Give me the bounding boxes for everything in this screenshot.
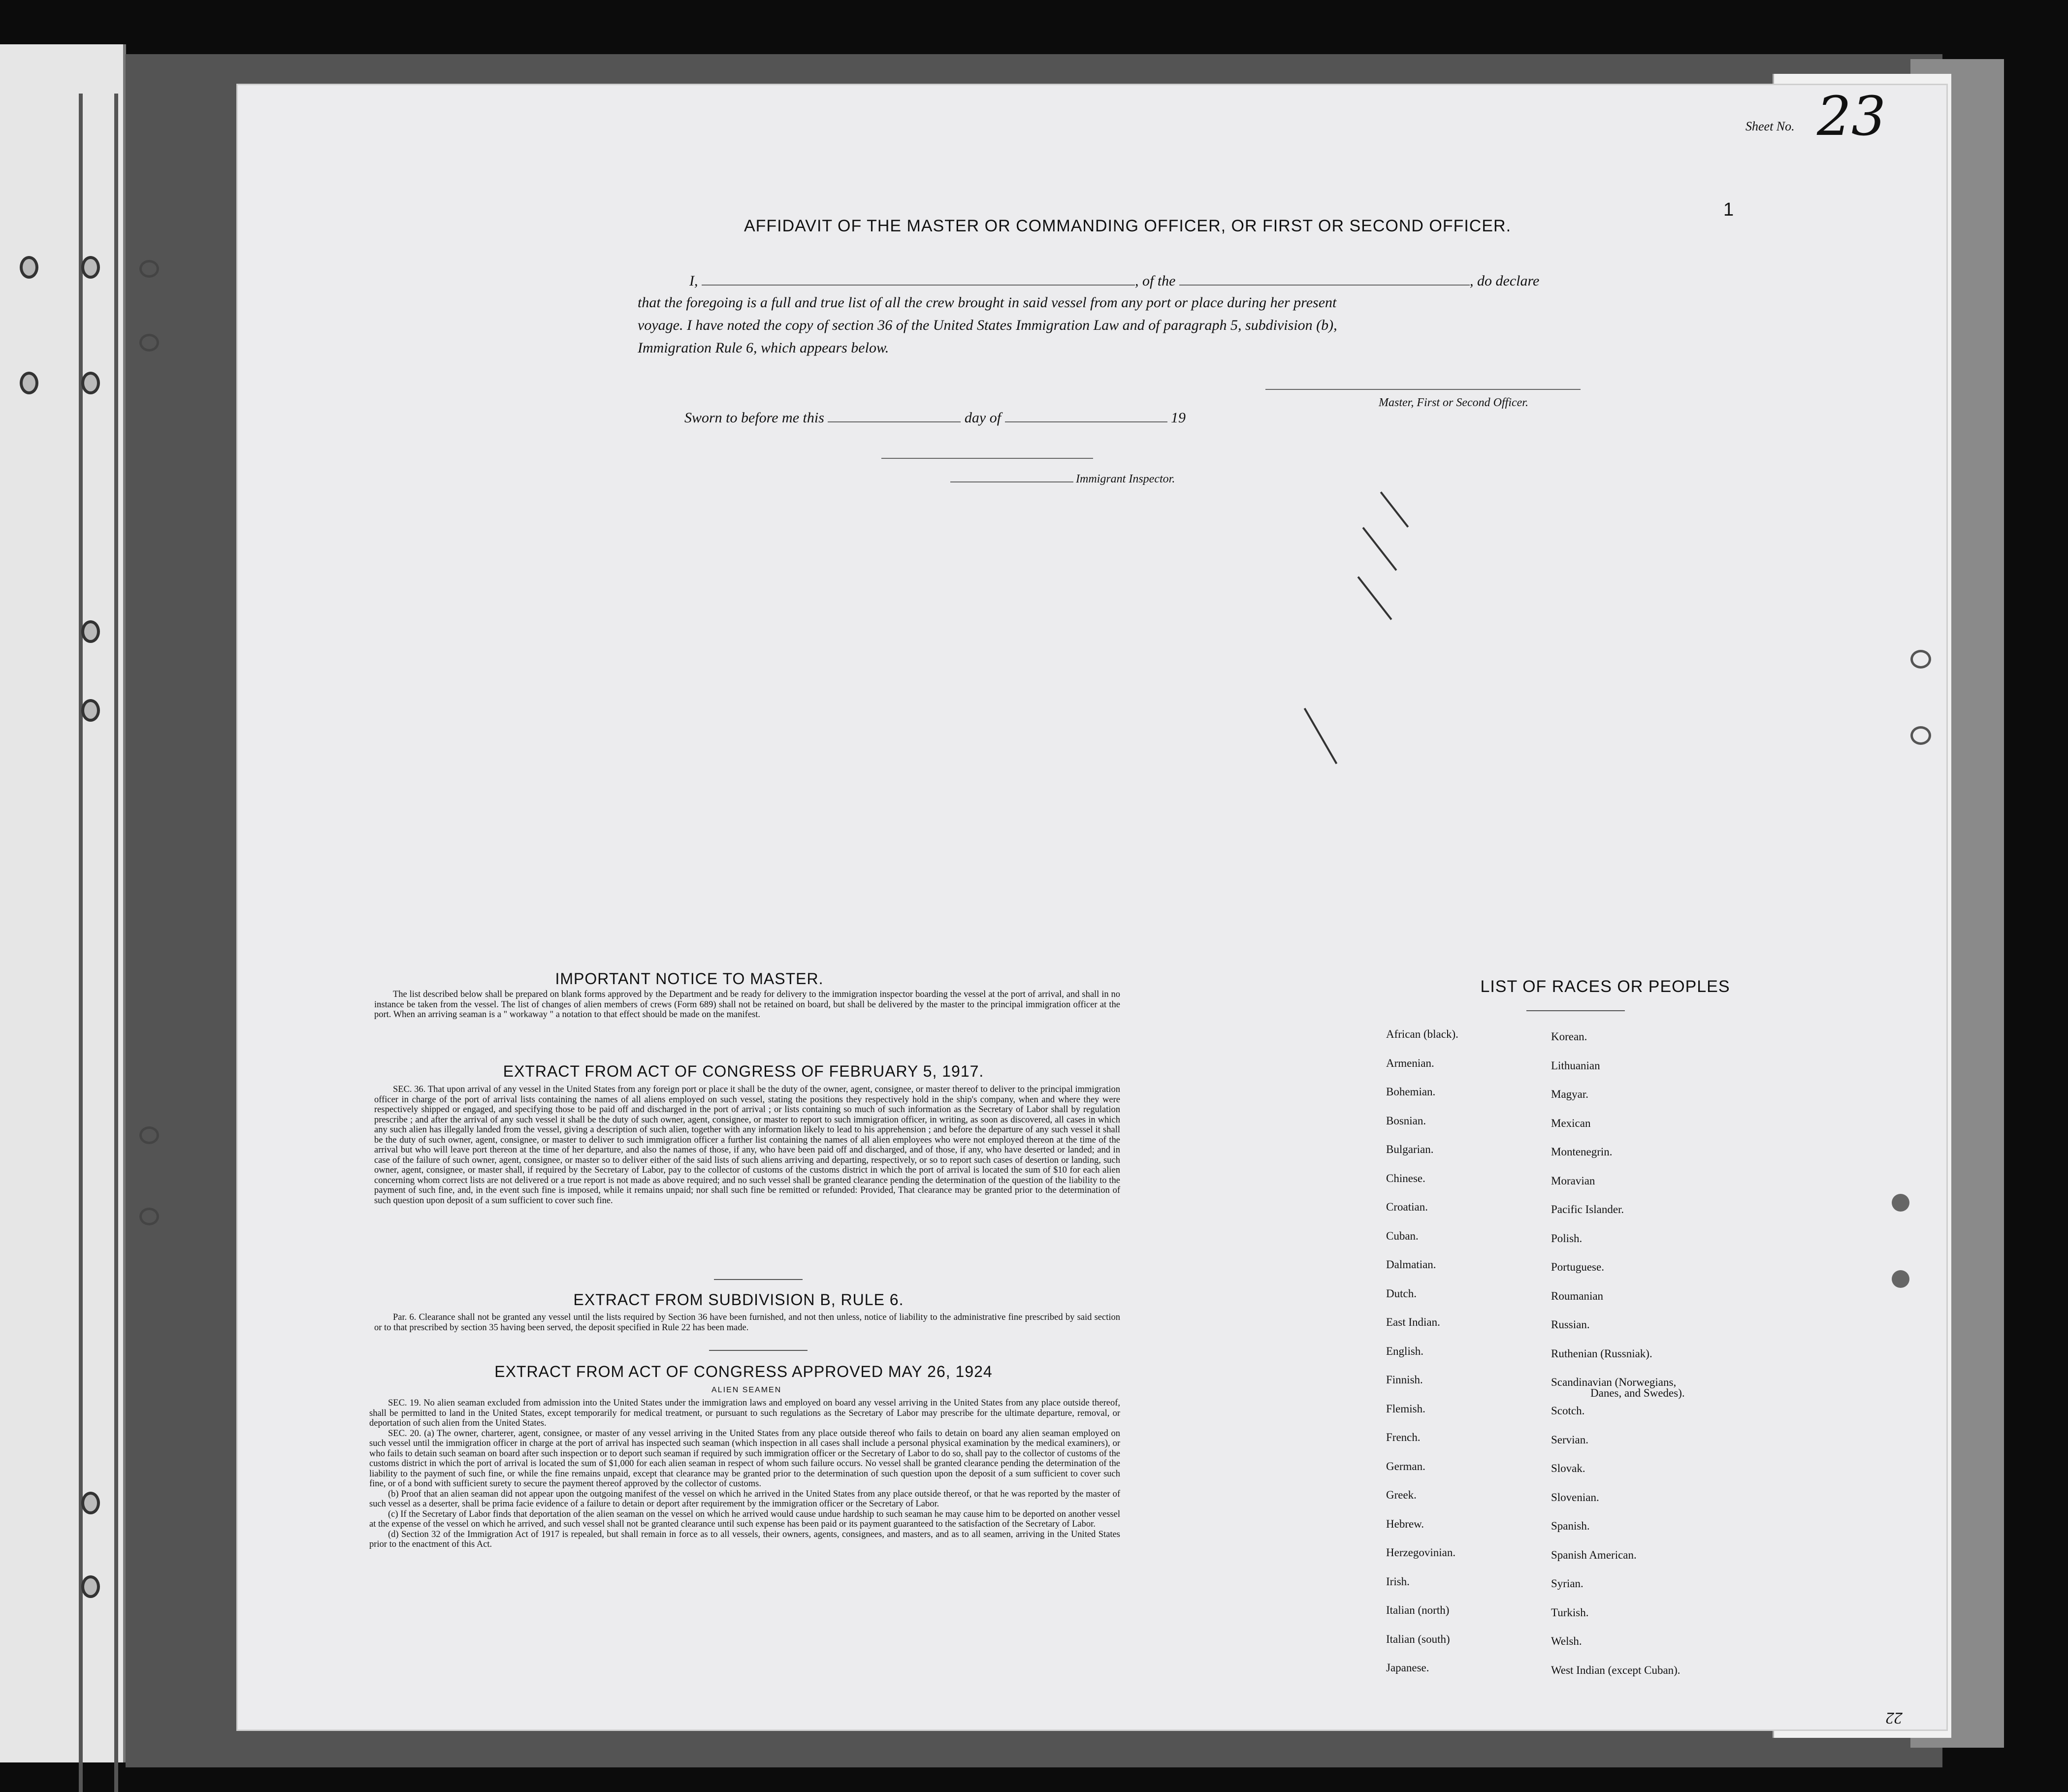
race-item: Dutch.	[1386, 1287, 1417, 1300]
race-item: Hebrew.	[1386, 1517, 1424, 1530]
race-item: Herzegovinian.	[1386, 1546, 1456, 1559]
rivet	[1892, 1194, 1909, 1212]
race-item: Croatian.	[1386, 1201, 1428, 1213]
race-item: Flemish.	[1386, 1402, 1425, 1415]
race-item: Polish.	[1551, 1232, 1583, 1245]
race-item: Bulgarian.	[1386, 1143, 1434, 1155]
rivet	[1892, 1270, 1909, 1288]
sec20a-paragraph: SEC. 20. (a) The owner, charterer, agent, consignee, or master of any vessel arriving in the United States from any place outside thereof who fails to detain on board any alien seaman employed on such vessel until the immigration officer in charge at the port of arrival has inspected such seaman (which inspection in all cases shall include a personal physical examination by the medical examiners), or who fails to detain such seaman on board after such inspection or to deport such seaman if required by such immigration officer or the Secretary of Labor to do so, shall pay to the collector of customs of the customs district in which the port of arrival is located the sum of $1,000 for each alien seaman in respect of whom such failure occurs. No vessel shall be granted clearance pending the determination of the liability to the payment of such fine, or while the fine remains unpaid, except that clearance may be granted prior to the determination of such question upon the deposit of a sum sufficient to cover such fine, or of a bond with sufficient surety to secure the payment thereof approved by the collector of customs.	[369, 1428, 1120, 1489]
alien-seamen-subtitle: ALIEN SEAMEN	[711, 1386, 782, 1394]
race-item: Mexican	[1551, 1117, 1591, 1129]
binder-ring-hole	[81, 1575, 100, 1598]
race-item: Ruthenian (Russniak).	[1551, 1347, 1652, 1360]
race-item: Russian.	[1551, 1318, 1590, 1331]
day-of-label: day of	[964, 410, 1002, 426]
race-item: Cuban.	[1386, 1229, 1419, 1242]
inspector-caption-rule	[950, 481, 1073, 482]
race-item: Slovak.	[1551, 1462, 1585, 1474]
race-item: Spanish American.	[1551, 1548, 1637, 1561]
affidavit-do-declare: , do declare	[1470, 273, 1540, 289]
race-item: Danes, and Swedes).	[1590, 1387, 1685, 1399]
sec19-paragraph: SEC. 19. No alien seaman excluded from admission into the United States under the immigration laws and employed on board any vessel arriving in the United States from any place outside thereof, shall be permitted to land in the United States, except temporarily for medical treatment, or pursuant to such regulations as the Secretary of Labor may prescribe for the ultimate departure, removal, or deportation of such alien from the United States.	[369, 1398, 1120, 1428]
race-item: Italian (south)	[1386, 1632, 1450, 1645]
race-item: Welsh.	[1551, 1635, 1582, 1647]
master-caption: Master, First or Second Officer.	[1379, 396, 1528, 409]
binder-ring-hole	[81, 699, 100, 722]
race-item: Bohemian.	[1386, 1086, 1436, 1098]
race-item: Montenegrin.	[1551, 1146, 1613, 1158]
race-item: Italian (north)	[1386, 1604, 1450, 1616]
race-item: Magyar.	[1551, 1088, 1589, 1100]
section-divider	[709, 1350, 808, 1351]
year-prefix: 19	[1171, 410, 1186, 426]
binder-edge	[79, 94, 83, 1792]
affidavit-line-2: that the foregoing is a full and true list of all the crew brought in said vessel from any port or place during her present	[638, 294, 1337, 311]
notice-text	[374, 990, 1120, 1020]
race-item: German.	[1386, 1460, 1425, 1472]
corner-page-number: 22	[1886, 1709, 1903, 1727]
race-item: French.	[1386, 1431, 1421, 1443]
sheet-number-label: Sheet No.	[1745, 119, 1795, 133]
race-item: Lithuanian	[1551, 1059, 1600, 1072]
extract-1917-text	[374, 1085, 1120, 1206]
section-36-paragraph: SEC. 36. That upon arrival of any vessel in the United States from any foreign port or place it shall be the duty of the owner, agent, consignee, or master thereof to deliver to the principal immigration officer in charge of the port of arrival lists containing the names of all aliens employed on such vessel, stating the positions they respectively hold in the ship's company, when and where they were respectively shipped or engaged, and specifying those to be paid off and discharged in the port of arrival ; or lists containing so much of such information as the Secretary of Labor shall by regulation prescribe ; and after the arrival of any such vessel it shall be the duty of such owner, agent, consignee, or master to report to such immigration officer, in writing, as soon as discovered, all cases in which any such alien has illegally landed from the vessel, giving a description of such alien, together with any information likely to lead to his apprehension ; and before the departure of any such vessel it shall be the duty of such owner, agent, consignee, or master to deliver to such immigration officer a further list containing the names of all alien employees who were not employed thereon at the time of the arrival but who will leave port thereon at the time of her departure, and also the names of those, if any, who have been paid off and discharged, and of those, if any, who have deserted or landed; and in case of the failure of such owner, agent, consignee, or master so to deliver either of the said lists of such aliens arriving and departing, respectively, or so to report such cases of desertion or landing, such owner, agent, consignee, or master shall, if required by the Secretary of Labor, pay to the collector of customs of the customs district in which the port of arrival is located the sum of $10 for each alien concerning whom correct lists are not delivered or a true report is not made as above required; and no such vessel shall be granted clearance pending the determination of the question of the liability to the payment of such fine, and, in the event such fine is imposed, while it remains unpaid; nor shall such fine be remitted or refunded: Provided, That clearance may be granted prior to the determination of such question upon deposit of a sum sufficient to cover such fine.	[374, 1085, 1120, 1206]
day-blank[interactable]	[828, 408, 961, 422]
right-punch-hole	[1910, 650, 1931, 669]
binder-ring-hole	[20, 372, 38, 394]
affidavit-line-4: Immigration Rule 6, which appears below.	[638, 340, 889, 356]
month-blank[interactable]	[1005, 408, 1167, 422]
race-item: Japanese.	[1386, 1662, 1429, 1674]
binder-ring-hole	[81, 256, 100, 279]
race-item: Scotch.	[1551, 1405, 1585, 1417]
race-item: Portuguese.	[1551, 1261, 1604, 1273]
sworn-label: Sworn to before me this	[684, 410, 824, 426]
race-item: Finnish.	[1386, 1374, 1423, 1386]
notice-paragraph: The list described below shall be prepared on blank forms approved by the Department and be ready for delivery to the immigration inspector boarding the vessel at the port of arrival, and shall in no instance be taken from the vessel. The list of changes of alien members of crews (Form 689) shall not be retained on board, but shall be delivered by the master to the principal immigration officer at the port. When an arriving seaman is a " workaway " a notation to that effect should be made on the manifest.	[374, 990, 1120, 1020]
sworn-line	[684, 408, 1186, 426]
name-blank[interactable]	[702, 271, 1135, 286]
race-item: Spanish.	[1551, 1520, 1590, 1532]
affidavit-line-3: voyage. I have noted the copy of section 36 of the United States Immigration Law and of paragraph 5, subdivision (b),	[638, 317, 1337, 333]
inspector-caption: Immigrant Inspector.	[1076, 473, 1175, 485]
binder-ring-hole	[81, 620, 100, 643]
extract-rule6-text	[374, 1312, 1120, 1333]
extract-1917-title: EXTRACT FROM ACT OF CONGRESS OF FEBRUARY 5, 1917.	[503, 1062, 984, 1080]
race-item: Moravian	[1551, 1174, 1595, 1187]
binder-ring-hole	[81, 1492, 100, 1514]
race-item: Servian.	[1551, 1433, 1589, 1446]
extract-rule6-title: EXTRACT FROM SUBDIVISION B, RULE 6.	[573, 1291, 904, 1309]
binder-ring-hole	[20, 256, 38, 279]
race-item: Korean.	[1551, 1030, 1587, 1043]
race-item: Slovenian.	[1551, 1491, 1599, 1504]
binder-ring-hole	[81, 372, 100, 394]
right-punch-hole	[1910, 726, 1931, 745]
sheet-number: 23	[1817, 85, 1886, 148]
race-item: East Indian.	[1386, 1316, 1440, 1328]
punch-hole	[139, 1208, 159, 1225]
section-divider	[714, 1279, 803, 1280]
race-item: Dalmatian.	[1386, 1258, 1436, 1271]
affidavit-i-label: I,	[689, 273, 698, 289]
race-item: Syrian.	[1551, 1577, 1583, 1590]
race-item: Roumanian	[1551, 1289, 1604, 1302]
binder-edge	[114, 94, 118, 1792]
sec20b-paragraph: (b) Proof that an alien seaman did not appear upon the outgoing manifest of the vessel on which he arrived in the United States from any place outside thereof, or that he was reported by the master of such vessel as a deserter, shall be prima facie evidence of a failure to detain or deport after requirement by the immigration officer or the Secretary of Labor.	[369, 1489, 1120, 1509]
race-item: Chinese.	[1386, 1172, 1425, 1184]
rule6-paragraph: Par. 6. Clearance shall not be granted any vessel until the lists required by Section 36 have been furnished, and not then unless, notice of liability to the administrative fine prescribed by said section or to that prescribed by section 35 having been served, the deposit specified in Rule 22 has been made.	[374, 1312, 1120, 1333]
inspector-signature-line[interactable]	[881, 458, 1093, 459]
extract-1924-title: EXTRACT FROM ACT OF CONGRESS APPROVED MAY 26, 1924	[494, 1363, 993, 1380]
race-item: Armenian.	[1386, 1056, 1434, 1069]
affidavit-title: AFFIDAVIT OF THE MASTER OR COMMANDING OFFICER, OR FIRST OR SECOND OFFICER.	[743, 217, 1512, 235]
races-divider	[1526, 1010, 1625, 1011]
page-mark: 1	[1723, 199, 1734, 220]
punch-hole	[139, 260, 159, 278]
master-signature-line[interactable]	[1265, 389, 1581, 390]
race-item: Greek.	[1386, 1489, 1417, 1501]
race-item: Pacific Islander.	[1551, 1203, 1624, 1216]
notice-title: IMPORTANT NOTICE TO MASTER.	[555, 970, 824, 988]
race-item: English.	[1386, 1344, 1424, 1357]
affidavit-line-1	[689, 271, 1539, 289]
binder-strip	[0, 44, 126, 1762]
extract-1924-text	[369, 1398, 1120, 1550]
vessel-blank[interactable]	[1179, 271, 1470, 286]
punch-hole	[139, 1126, 159, 1144]
race-item: African (black).	[1386, 1028, 1458, 1040]
race-item: Turkish.	[1551, 1606, 1589, 1619]
sec20d-paragraph: (d) Section 32 of the Immigration Act of 1917 is repealed, but shall remain in force as to all vessels, their owners, agents, consignees, and masters, and as to all seamen, arriving in the United States prior to the enactment of this Act.	[369, 1529, 1120, 1549]
race-item: Scandinavian (Norwegians,	[1551, 1376, 1677, 1388]
punch-hole	[139, 334, 159, 352]
affidavit-of-the: , of the	[1135, 273, 1176, 289]
race-item: Bosnian.	[1386, 1114, 1426, 1127]
sec20c-paragraph: (c) If the Secretary of Labor finds that deportation of the alien seaman on the vessel on which he arrived would cause undue hardship to such seaman he may cause him to be deported on another vessel at the expense of the vessel on which he arrived, and such vessel shall not be granted clearance until such expense has been paid or its payment guaranteed to the satisfaction of the Secretary of Labor.	[369, 1509, 1120, 1529]
races-title: LIST OF RACES OR PEOPLES	[1480, 977, 1730, 996]
race-item: West Indian (except Cuban).	[1551, 1664, 1680, 1676]
race-item: Irish.	[1386, 1575, 1410, 1588]
